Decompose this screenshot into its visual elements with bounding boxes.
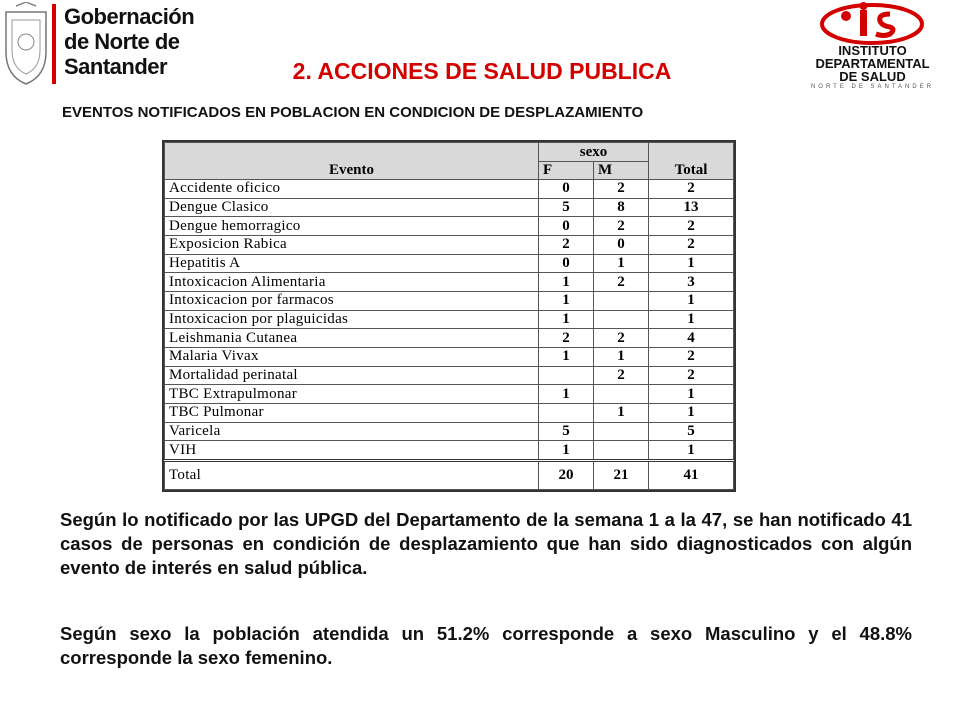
cell-m <box>594 441 649 461</box>
table-row <box>165 347 734 366</box>
cell-m: 8 <box>594 198 649 217</box>
cell-f: 1 <box>539 273 594 292</box>
total-label: Total <box>165 460 539 489</box>
cell-f: 1 <box>539 441 594 461</box>
cell-f: 5 <box>539 422 594 441</box>
table-row <box>165 180 734 199</box>
events-table <box>164 142 734 490</box>
cell-total: 1 <box>649 385 734 404</box>
table-row <box>165 366 734 385</box>
table-row <box>165 273 734 292</box>
table-row <box>165 310 734 329</box>
cell-evento: Dengue Clasico <box>165 198 539 217</box>
cell-m: 2 <box>594 180 649 199</box>
cell-f: 2 <box>539 329 594 348</box>
table-row <box>165 403 734 422</box>
cell-evento: Intoxicacion por plaguicidas <box>165 310 539 329</box>
table-row <box>165 254 734 273</box>
cell-evento: Intoxicacion Alimentaria <box>165 273 539 292</box>
summary-paragraph: Según lo notificado por las UPGD del Departamento de la semana 1 a la 47, se han notificado 41 casos de personas en condición de desplazamiento que han sido diagnosticados con algún evento de interés en salud pública. <box>60 509 912 578</box>
cell-evento: Malaria Vivax <box>165 347 539 366</box>
gov-logo-line: de Norte de <box>64 29 180 54</box>
cell-evento: TBC Pulmonar <box>165 403 539 422</box>
cell-evento: VIH <box>165 441 539 461</box>
cell-total: 5 <box>649 422 734 441</box>
gov-logo-line: Santander <box>64 54 168 79</box>
cell-m <box>594 291 649 310</box>
cell-evento: Varicela <box>165 422 539 441</box>
cell-f: 1 <box>539 385 594 404</box>
table-total-row <box>165 460 734 489</box>
ids-logo-line: INSTITUTO <box>838 43 907 58</box>
ids-emblem-icon <box>790 2 955 48</box>
cell-total: 3 <box>649 273 734 292</box>
cell-f: 5 <box>539 198 594 217</box>
cell-f: 1 <box>539 310 594 329</box>
cell-evento: Intoxicacion por farmacos <box>165 291 539 310</box>
table-row <box>165 329 734 348</box>
gov-logo-line: Gobernación <box>64 4 195 29</box>
cell-m <box>594 385 649 404</box>
cell-total: 4 <box>649 329 734 348</box>
cell-total: 1 <box>649 310 734 329</box>
cell-m: 2 <box>594 217 649 236</box>
header-f: F <box>539 162 594 180</box>
events-table-container <box>162 140 736 492</box>
cell-f: 2 <box>539 235 594 254</box>
cell-evento: Accidente oficico <box>165 180 539 199</box>
total-total: 41 <box>649 460 734 489</box>
header-m: M <box>594 162 649 180</box>
cell-total: 13 <box>649 198 734 217</box>
cell-evento: Mortalidad perinatal <box>165 366 539 385</box>
cell-m: 2 <box>594 366 649 385</box>
cell-f: 0 <box>539 180 594 199</box>
cell-m: 1 <box>594 254 649 273</box>
cell-m: 1 <box>594 347 649 366</box>
ids-logo-subtitle: NORTE DE SANTANDER <box>810 84 935 90</box>
events-table-body <box>165 180 734 490</box>
cell-evento: TBC Extrapulmonar <box>165 385 539 404</box>
ids-logo-line: DEPARTAMENTAL <box>815 56 930 71</box>
cell-f <box>539 403 594 422</box>
table-row <box>165 441 734 461</box>
cell-m: 1 <box>594 403 649 422</box>
cell-m <box>594 310 649 329</box>
cell-total: 2 <box>649 180 734 199</box>
header-total: Total <box>649 143 734 180</box>
cell-m: 0 <box>594 235 649 254</box>
table-row <box>165 422 734 441</box>
ids-logo-line: DE SALUD <box>839 69 906 84</box>
table-row <box>165 217 734 236</box>
cell-m: 2 <box>594 329 649 348</box>
page-title-text: 2. ACCIONES DE SALUD PUBLICA <box>292 58 672 84</box>
header-sexo: sexo <box>539 143 649 162</box>
cell-total: 1 <box>649 291 734 310</box>
cell-f: 1 <box>539 347 594 366</box>
cell-total: 1 <box>649 403 734 422</box>
table-row <box>165 385 734 404</box>
cell-m <box>594 422 649 441</box>
cell-m: 2 <box>594 273 649 292</box>
table-row <box>165 198 734 217</box>
cell-total: 1 <box>649 441 734 461</box>
cell-f <box>539 366 594 385</box>
cell-total: 1 <box>649 254 734 273</box>
cell-f: 1 <box>539 291 594 310</box>
page-subtitle: EVENTOS NOTIFICADOS EN POBLACION EN CONDICION DE DESPLAZAMIENTO <box>62 104 644 121</box>
cell-total: 2 <box>649 235 734 254</box>
cell-f: 0 <box>539 254 594 273</box>
cell-evento: Dengue hemorragico <box>165 217 539 236</box>
cell-total: 2 <box>649 217 734 236</box>
total-f: 20 <box>539 460 594 489</box>
page-title <box>0 58 960 85</box>
cell-total: 2 <box>649 366 734 385</box>
cell-total: 2 <box>649 347 734 366</box>
total-m: 21 <box>594 460 649 489</box>
sex-distribution-paragraph: Según sexo la población atendida un 51.2% corresponde a sexo Masculino y el 48.8% corresponde la sexo femenino. <box>60 623 912 668</box>
cell-evento: Leishmania Cutanea <box>165 329 539 348</box>
header-evento: Evento <box>165 143 539 180</box>
table-row <box>165 235 734 254</box>
cell-evento: Hepatitis A <box>165 254 539 273</box>
table-row <box>165 291 734 310</box>
cell-f: 0 <box>539 217 594 236</box>
cell-evento: Exposicion Rabica <box>165 235 539 254</box>
